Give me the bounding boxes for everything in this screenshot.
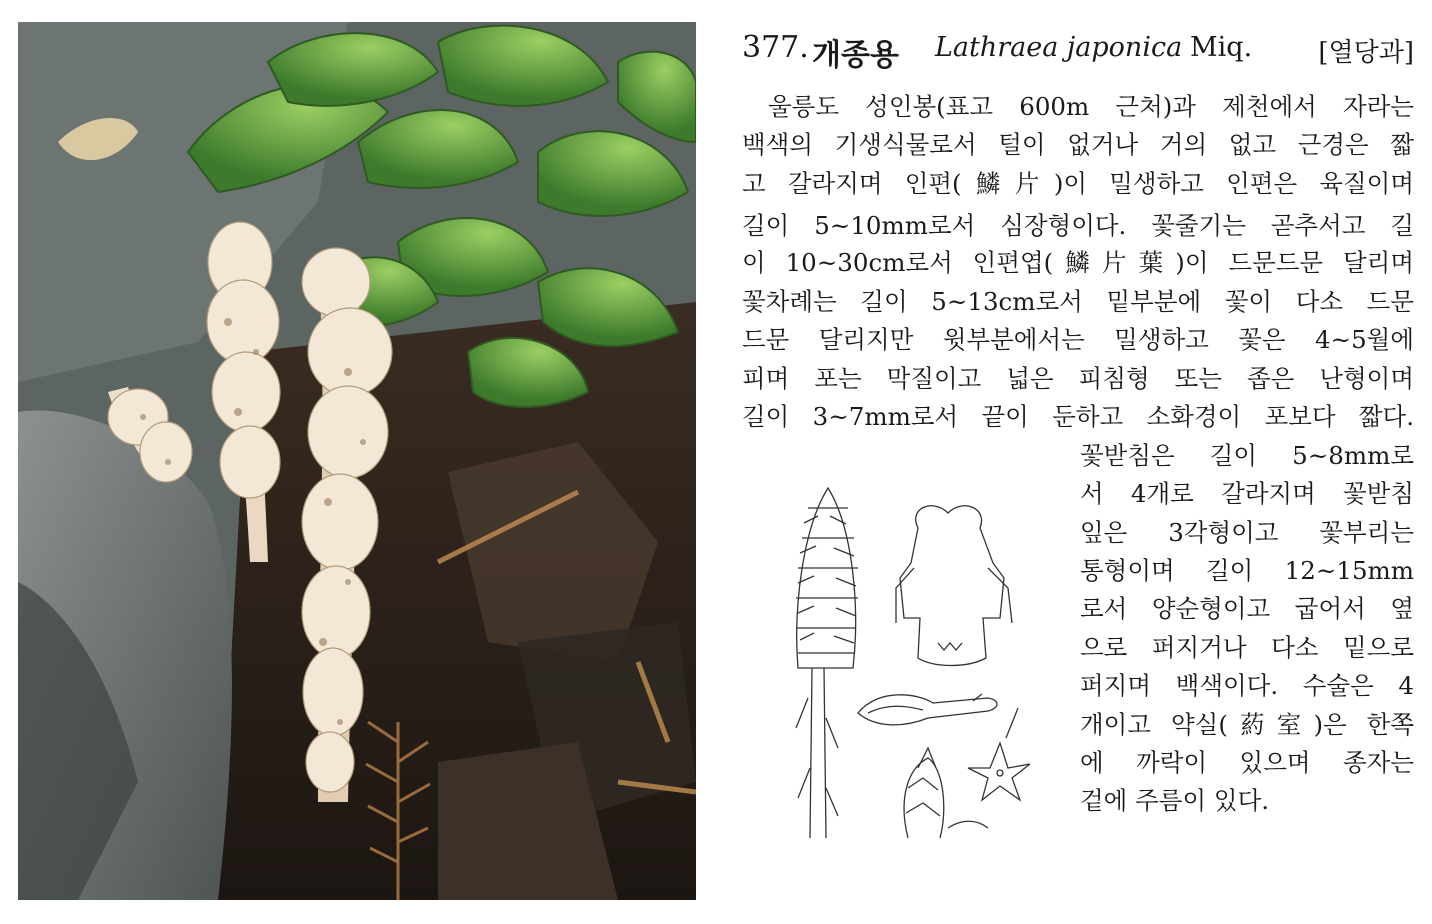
description-line: 드문 달리지만 윗부분에서는 밀생하고 꽃은 4~5월에 (742, 325, 1414, 354)
description-line: 서 4개로 갈라지며 꽃받침 (1080, 479, 1414, 508)
korean-name: 개종용 (812, 38, 899, 73)
plant-photo-illustration (18, 22, 696, 900)
description-line: 꽃차례는 길이 5~13cm로서 밑부분에 꽃이 다소 드문 (742, 287, 1414, 316)
description-line: 로서 양순형이고 굽어서 옆 (1080, 594, 1414, 623)
author-abbreviation: Miq. (1190, 32, 1253, 63)
plant-spike-sketch (796, 488, 858, 838)
description-line: 퍼지며 백색이다. 수술은 4 (1080, 671, 1414, 700)
botanical-line-drawing (768, 468, 1058, 840)
plant-photo (18, 22, 696, 900)
description-line: 으로 퍼지거나 다소 밑으로 (1080, 633, 1414, 662)
flower-front-sketch (968, 708, 1030, 800)
description-line: 길이 5~10mm로서 심장형이다. 꽃줄기는 곧추서고 길 (742, 211, 1414, 240)
flower-side-sketch (858, 694, 997, 725)
description-line: 길이 3~7mm로서 끝이 둔하고 소화경이 포보다 짧다. (742, 402, 1414, 431)
description-line: 고 갈라지며 인편(鱗片)이 밀생하고 인편은 육질이며 (742, 169, 1414, 198)
description-line: 울릉도 성인봉(표고 600m 근처)과 제천에서 자라는 (768, 92, 1414, 121)
description-line: 잎은 3각형이고 꽃부리는 (1080, 518, 1414, 547)
description-line: 개이고 약실(葯室)은 한쪽 (1080, 710, 1414, 739)
description-line: 통형이며 길이 12~15mm (1080, 556, 1414, 585)
species-number: 377. (742, 30, 809, 65)
description-line: 이 10~30cm로서 인편엽(鱗片葉)이 드문드문 달리며 (742, 248, 1414, 277)
rhizome-sketch (904, 748, 988, 838)
scientific-name: Lathraea japonica (935, 32, 1183, 63)
description-line: 꽃받침은 길이 5~8mm로 (1080, 441, 1414, 470)
description-line: 백색의 기생식물로서 털이 없거나 거의 없고 근경은 짧 (742, 130, 1414, 159)
description-line: 에 까락이 있으며 종자는 (1080, 748, 1414, 777)
family-name: [열당과] (1318, 38, 1414, 68)
corolla-sketch (896, 506, 1012, 666)
species-header (742, 30, 1414, 73)
description-line: 피며 포는 막질이고 넓은 피침형 또는 좁은 난형이며 (742, 364, 1414, 393)
description-line: 겉에 주름이 있다. (1080, 786, 1270, 815)
